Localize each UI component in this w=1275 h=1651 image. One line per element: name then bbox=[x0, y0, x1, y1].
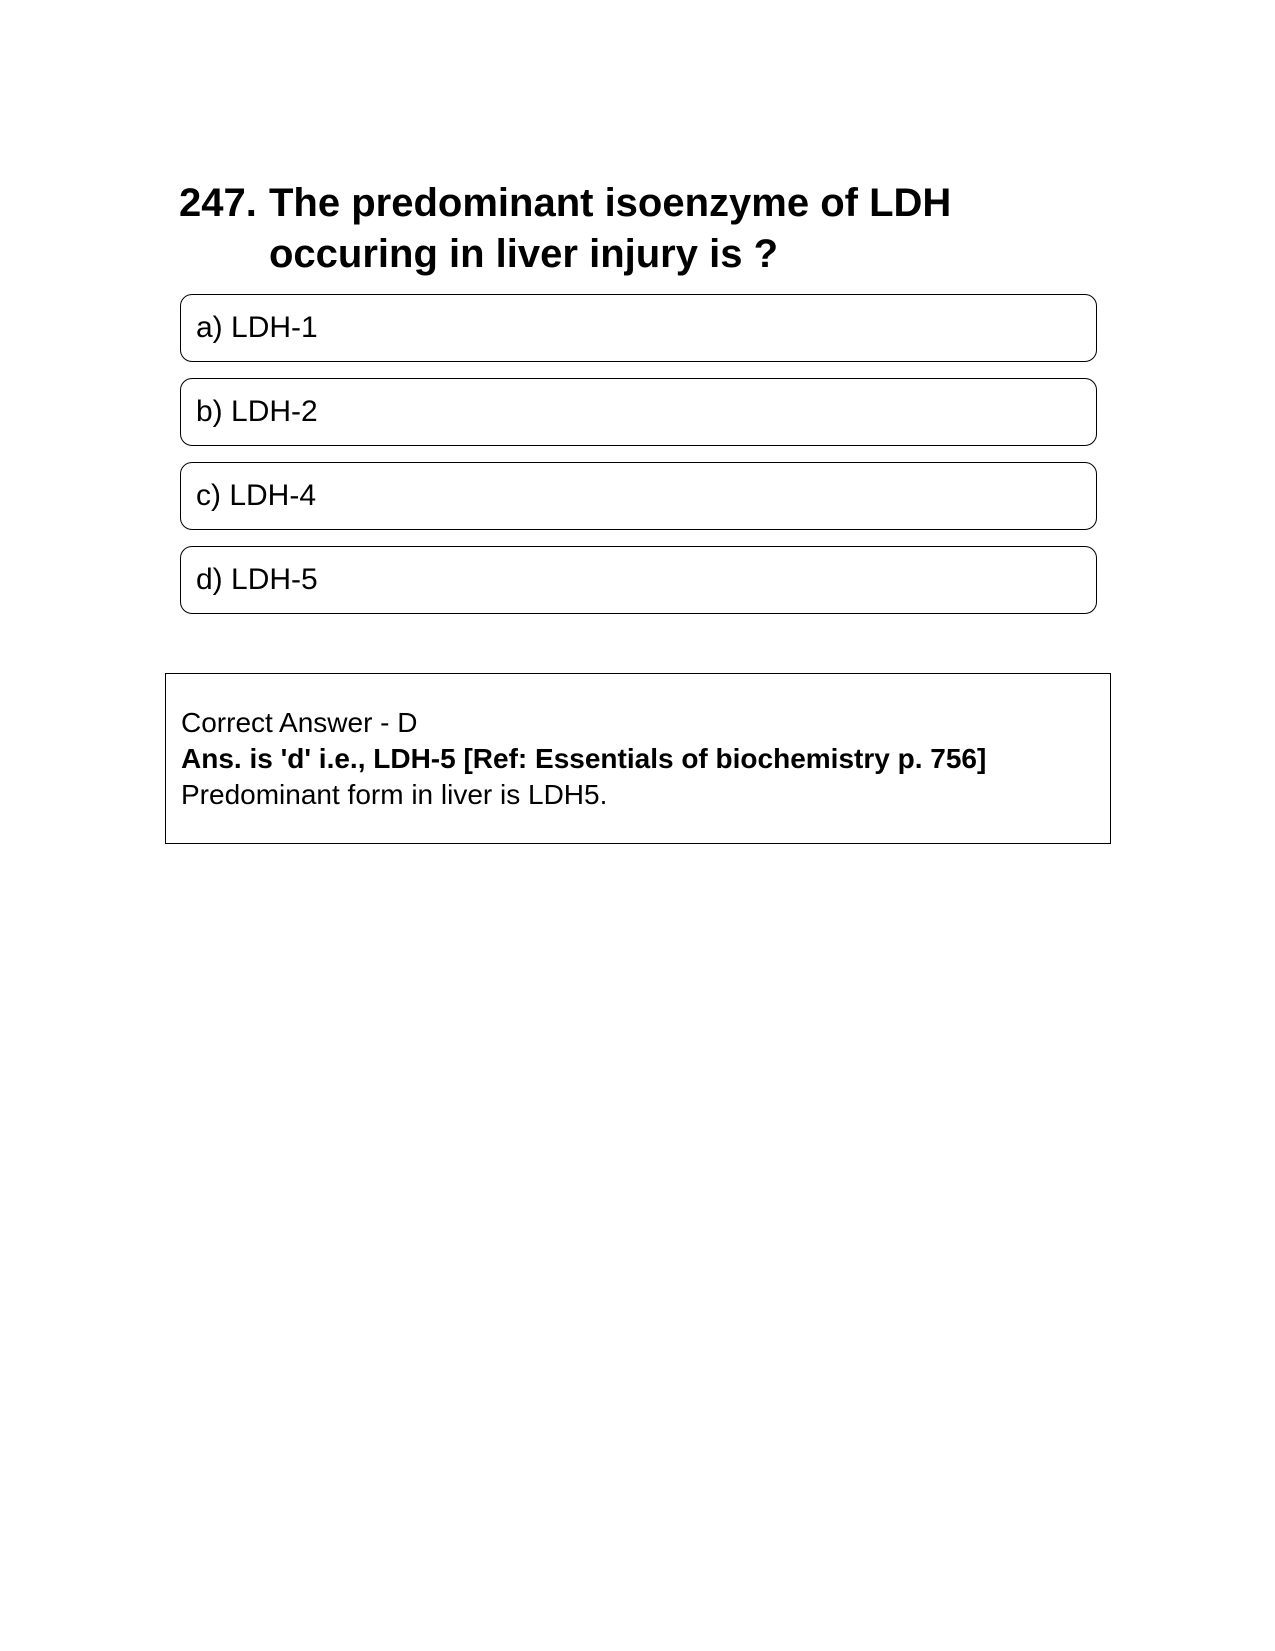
answer-explanation: Ans. is 'd' i.e., LDH-5 [Ref: Essentials of biochemistry p. 756] bbox=[181, 743, 987, 774]
answer-note: Predominant form in liver is LDH5. bbox=[181, 779, 608, 810]
question-heading bbox=[179, 178, 1099, 280]
correct-answer: Correct Answer - D bbox=[181, 707, 418, 738]
option-c[interactable] bbox=[180, 462, 1097, 530]
option-b-label: b) LDH-2 bbox=[196, 395, 318, 428]
option-c-label: c) LDH-4 bbox=[196, 479, 317, 512]
question-number: 247. bbox=[179, 181, 257, 225]
answer-options bbox=[180, 294, 1097, 630]
question-text: The predominant isoenzyme of LDH occuring in liver injury is ? bbox=[269, 181, 952, 276]
option-d-label: d) LDH-5 bbox=[196, 563, 318, 596]
option-d[interactable] bbox=[180, 546, 1097, 614]
option-b[interactable] bbox=[180, 378, 1097, 446]
option-a[interactable] bbox=[180, 294, 1097, 362]
answer-explanation-box bbox=[165, 673, 1111, 844]
option-a-label: a) LDH-1 bbox=[196, 311, 318, 344]
